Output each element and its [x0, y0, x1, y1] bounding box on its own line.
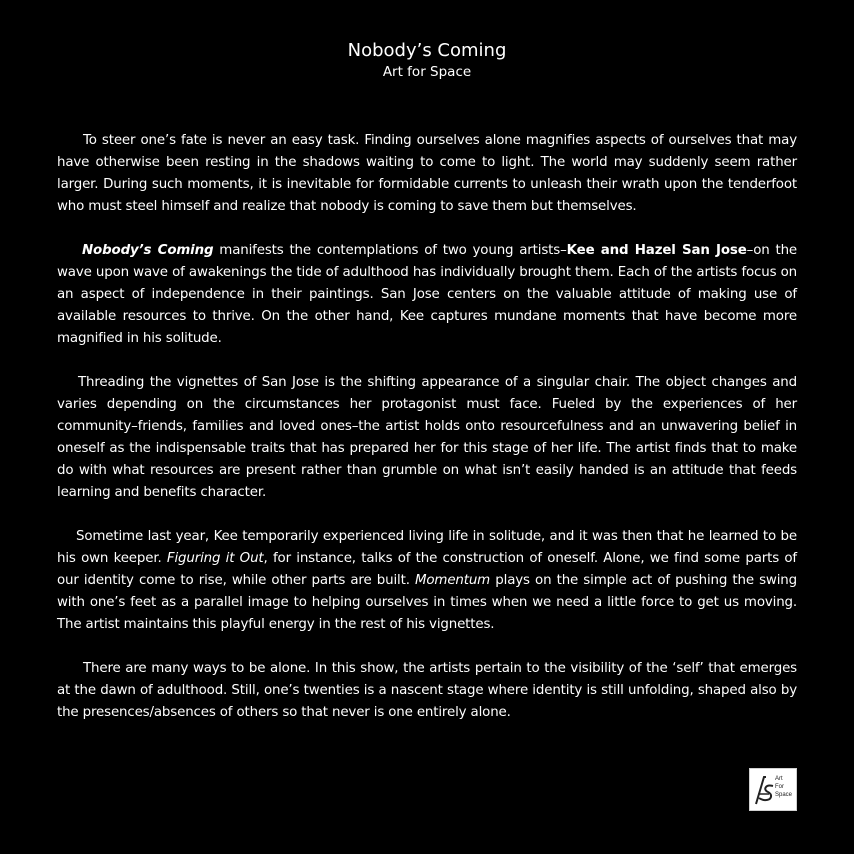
page-subtitle: Art for Space [382, 64, 472, 80]
paragraph-2 [57, 240, 797, 350]
show-title: Nobody’s Coming [82, 243, 214, 258]
paragraph-5 [57, 658, 797, 724]
work-title-momentum: Momentum [414, 573, 491, 588]
paragraph-4 [57, 526, 797, 636]
logo-line-art: Art [775, 776, 783, 782]
paragraph-4-text-a: Sometime last year, Kee temporarily experienced living life in solitude, and it was then that he learned to be his own keeper. [57, 529, 797, 566]
paragraph-1-text: To steer one’s fate is never an easy task. Finding ourselves alone magnifies aspects of ourselves that may have otherwise been resting in the shadows waiting to come to light. The world may suddenly seem rather larger. During such moments, it is inevitable for formidable currents to unleash their wrath upon the tenderfoot who must steel himself and realize that nobody is coming to save them but themselves. [57, 133, 797, 214]
paragraph-5-text: There are many ways to be alone. In this show, the artists pertain to the visibility of the ‘self’ that emerges at the dawn of adulthood. Still, one’s twenties is a nascent stage where identity is still unfolding, shaped also by the presences/absences of others so that never is one entirely alone. [57, 661, 797, 720]
work-title-figuring-it-out: Figuring it Out [166, 551, 264, 566]
paragraph-2-text-b: –on the wave upon wave of awakenings the tide of adulthood has individually brought them. Each of the artists focus on an aspect of independence in their paintings. San Jose centers on the valuable attitude of making use of available resources to thrive. On the other hand, Kee captures mundane moments that have become more magnified in his solitude. [57, 243, 797, 346]
monogram-icon [753, 774, 777, 806]
paragraph-3-text: Threading the vignettes of San Jose is the shifting appearance of a singular chair. The object changes and varies depending on the circumstances her protagonist must face. Fueled by the experiences of her community–friends, families and loved ones–the artist holds onto resourcefulness and an unwavering belief in oneself as the indispensable traits that has prepared her for this stage of her life. The artist finds that to make do with what resources are present rather than grumble on what isn’t easily handed is an attitude that feeds learning and benefits character. [57, 375, 797, 500]
logo-wordmark [775, 775, 792, 799]
essay-body [57, 130, 797, 746]
logo-line-space: Space [775, 792, 793, 798]
logo-line-for: For [775, 784, 784, 790]
paragraph-4-text-b: , for instance, talks of the construction of oneself. Alone, we find some parts of our identity come to rise, while other parts are built. [57, 551, 797, 588]
paragraph-3 [57, 372, 797, 504]
paragraph-4-text-c: plays on the simple act of pushing the swing with one’s feet as a parallel image to helping ourselves in times when we need a little force to get us moving. The artist maintains this playful energy in the rest of his vignettes. [57, 573, 797, 632]
art-for-space-logo [749, 768, 797, 811]
paragraph-1 [57, 130, 797, 218]
header [0, 39, 854, 82]
page-title: Nobody’s Coming [347, 40, 507, 61]
artist-names: Kee and Hazel San Jose [566, 243, 747, 258]
paragraph-2-text-a: manifests the contemplations of two young artists– [213, 243, 567, 258]
